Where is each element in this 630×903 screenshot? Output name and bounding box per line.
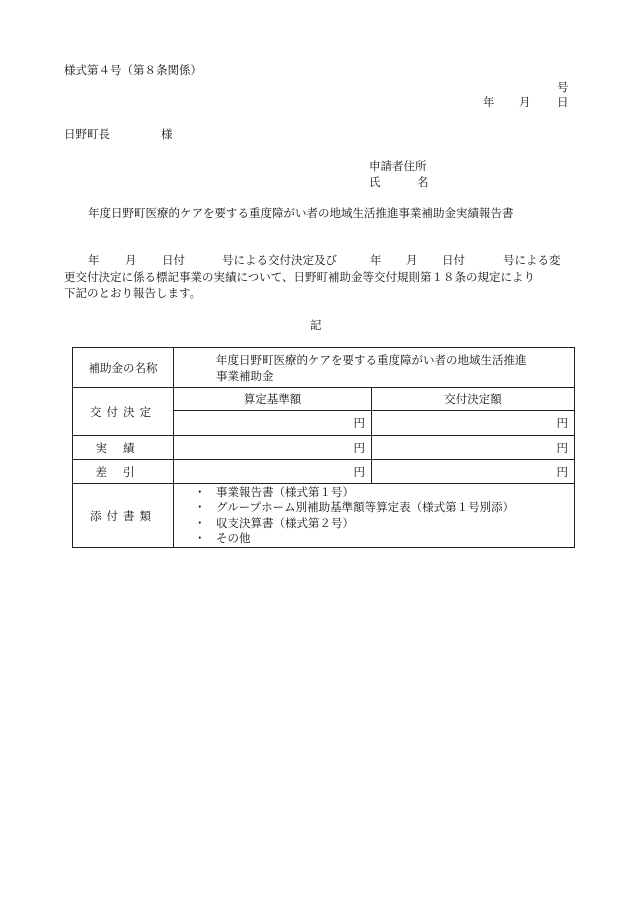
decision-label: 交付決定	[73, 388, 174, 436]
number-label: 号	[557, 80, 569, 94]
body-line-2: 更交付決定に係る標記事業の実績について、日野町補助金等交付規則第１８条の規定により	[64, 270, 536, 284]
attachment-item: ・ その他	[194, 531, 568, 547]
addressee-honorific: 様	[161, 127, 173, 141]
actual-decision-yen: 円	[372, 436, 575, 460]
attachment-item: ・ グループホーム別補助基準額等算定表（様式第１号別添）	[194, 500, 568, 516]
document-title: 年度日野町医療的ケアを要する重度障がい者の地域生活推進事業補助金実績報告書	[88, 206, 514, 220]
applicant-name-label-1: 氏	[369, 175, 381, 189]
actual-label: 実績	[73, 436, 174, 460]
table-row-subsidy-name	[73, 348, 575, 388]
table-row-decision-header	[73, 388, 575, 411]
body-part-change: 号による変	[503, 253, 561, 267]
table-row-actual	[73, 436, 575, 460]
report-table	[72, 347, 575, 548]
ki-label: 記	[310, 318, 322, 332]
col-standard-header: 算定基準額	[174, 388, 372, 411]
decision-standard-yen: 円	[174, 411, 372, 436]
attachment-item: ・ 収支決算書（様式第２号）	[194, 516, 568, 532]
difference-standard-yen: 円	[174, 460, 372, 484]
subsidy-name-value	[174, 348, 575, 388]
col-decision-header: 交付決定額	[372, 388, 575, 411]
body-part-year-2: 年	[370, 253, 382, 267]
body-part-month-2: 月	[406, 253, 418, 267]
body-part-decision: 号による交付決定及び	[222, 253, 337, 267]
subsidy-name-label: 補助金の名称	[73, 348, 174, 388]
difference-decision-yen: 円	[372, 460, 575, 484]
subsidy-name-line-2: 事業補助金	[216, 368, 274, 383]
subsidy-name-line-1: 年度日野町医療的ケアを要する重度障がい者の地域生活推進	[216, 352, 527, 367]
attachments-cell	[174, 484, 575, 548]
body-part-year-1: 年	[88, 253, 100, 267]
attachments-list	[180, 485, 568, 547]
actual-standard-yen: 円	[174, 436, 372, 460]
body-part-day-1: 日付	[162, 253, 185, 267]
body-line-3: 下記のとおり報告します。	[64, 286, 202, 300]
table-row-difference	[73, 460, 575, 484]
decision-decision-yen: 円	[372, 411, 575, 436]
difference-label: 差引	[73, 460, 174, 484]
attachment-item: ・ 事業報告書（様式第１号）	[194, 485, 568, 501]
body-part-month-1: 月	[125, 253, 137, 267]
applicant-name-label-2: 名	[417, 175, 429, 189]
table-row-attachments	[73, 484, 575, 548]
addressee-name: 日野町長	[64, 127, 110, 141]
attachments-label: 添付書類	[73, 484, 174, 548]
date-year-label: 年	[483, 95, 495, 109]
applicant-address-label: 申請者住所	[369, 159, 427, 173]
date-month-label: 月	[519, 95, 531, 109]
form-number: 様式第４号（第８条関係）	[64, 63, 202, 77]
body-part-day-2: 日付	[442, 253, 465, 267]
date-day-label: 日	[557, 95, 569, 109]
